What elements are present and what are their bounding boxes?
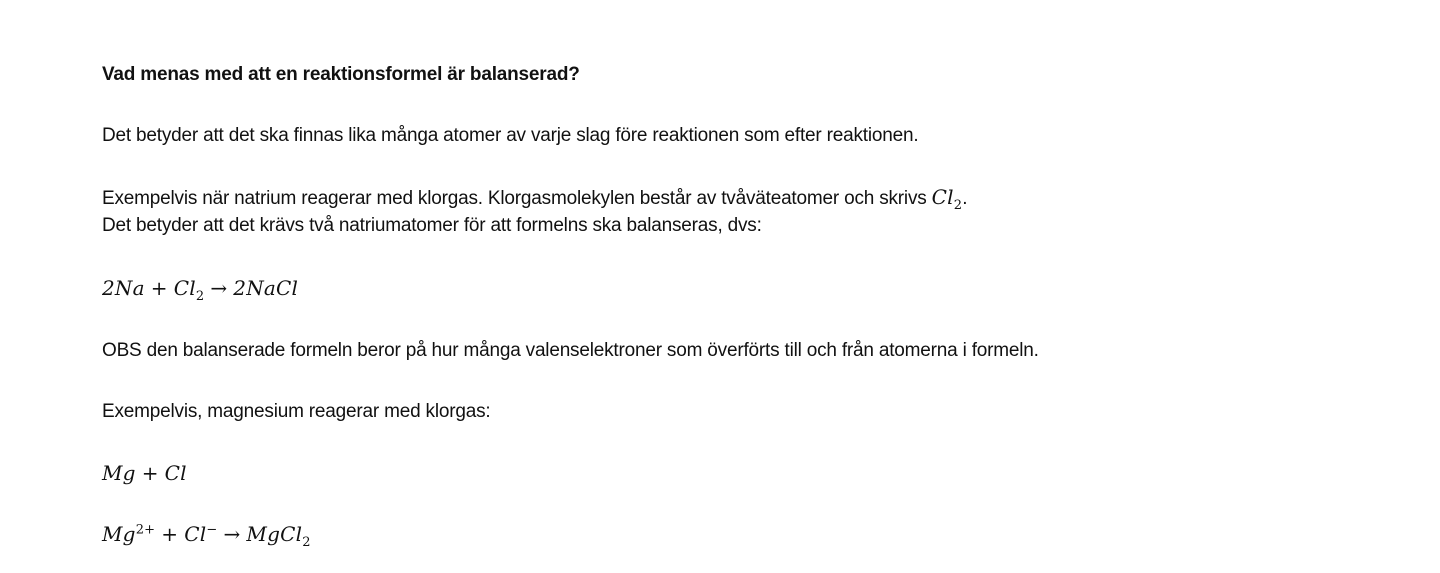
- paragraph-example-magnesium: Exempelvis, magnesium reagerar med klorgas:: [102, 401, 491, 422]
- equation2-plus: +: [141, 461, 159, 485]
- equation3-product: MgCl: [246, 522, 303, 546]
- chlorine-formula: [931, 185, 963, 213]
- paragraph-balance-need: Det betyder att det krävs två natriumatomer för att formelns ska balanseras, dvs:: [102, 215, 762, 236]
- equation1-chlorine-subscript: 2: [195, 289, 205, 304]
- equation-sodium-chloride: [102, 276, 299, 304]
- equation-magnesium-chloride: [102, 522, 311, 550]
- equation-magnesium-chlorine: [102, 461, 187, 485]
- paragraph-example-sodium: [102, 185, 967, 211]
- equation2-reactant-magnesium: Mg: [102, 461, 136, 485]
- equation3-product-subscript: 2: [302, 535, 311, 550]
- question-heading: Vad menas med att en reaktionsformel är balanserad?: [102, 64, 580, 85]
- equation1-plus: +: [150, 276, 168, 300]
- equation3-chloride-ion: Cl: [184, 522, 207, 546]
- equation3-arrow: →: [223, 522, 241, 546]
- chlorine-subscript: 2: [953, 198, 963, 213]
- equation3-magnesium-charge: 2+: [135, 522, 156, 538]
- equation1-reactant-chlorine: Cl: [173, 276, 196, 300]
- equation3-chloride-charge: −: [206, 522, 218, 538]
- equation2-reactant-chlorine: Cl: [164, 461, 187, 485]
- paragraph-example-sodium-text: Exempelvis när natrium reagerar med klorgas. Klorgasmolekylen består av tvåväteatomer och skrivs: [102, 188, 932, 209]
- equation1-product: 2NaCl: [233, 276, 299, 300]
- sentence-period: .: [962, 188, 968, 209]
- equation3-magnesium-ion: Mg: [102, 522, 136, 546]
- paragraph-valence-note: OBS den balanserade formeln beror på hur många valenselektroner som överförts till och från atomerna i formeln.: [102, 340, 1039, 361]
- chlorine-symbol: Cl: [931, 185, 954, 209]
- equation3-plus: +: [161, 522, 179, 546]
- equation1-arrow: →: [210, 276, 228, 300]
- paragraph-definition: Det betyder att det ska finnas lika många atomer av varje slag före reaktionen som efter reaktionen.: [102, 125, 919, 146]
- equation1-reactant-sodium: 2Na: [102, 276, 145, 300]
